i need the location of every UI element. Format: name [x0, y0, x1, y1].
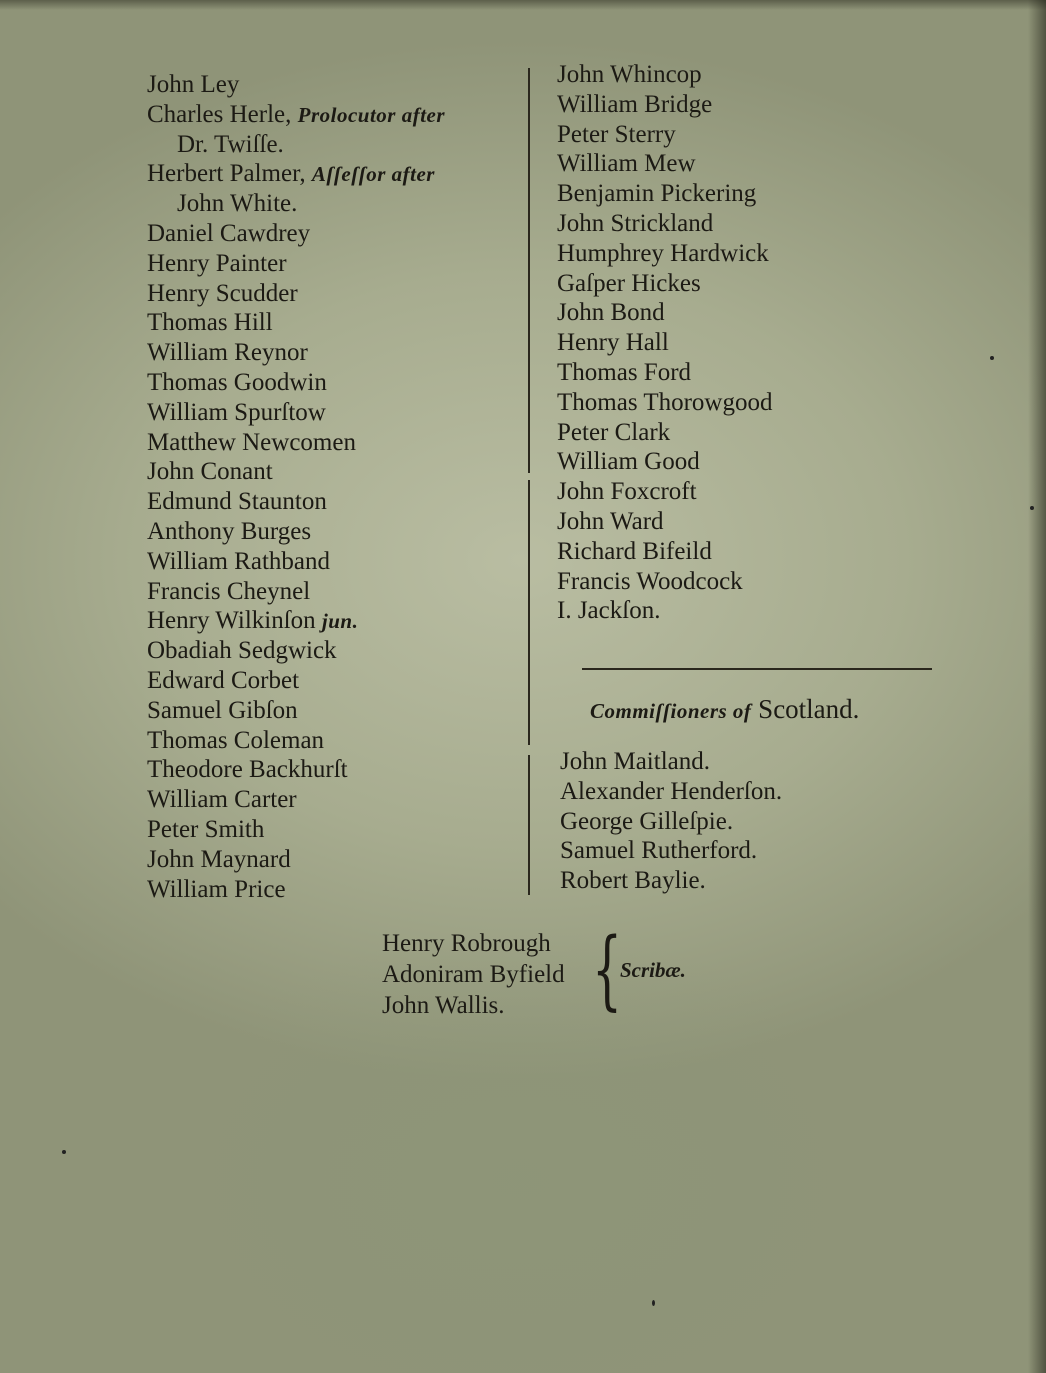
scribes-brace: { — [592, 920, 623, 1020]
name-entry — [147, 70, 517, 100]
person-name: John Ley — [147, 71, 240, 98]
left-name-column — [147, 70, 517, 904]
person-name: John Strickland — [557, 209, 714, 237]
name-entry — [147, 249, 517, 279]
name-entry — [557, 209, 887, 239]
person-name: Henry Painter — [147, 249, 287, 277]
scribe-name: Adoniram Byfield — [382, 961, 565, 988]
name-entry — [147, 666, 517, 696]
person-name: Francis Woodcock — [557, 567, 743, 595]
column-divider-middle — [528, 480, 530, 745]
person-name: Henry Wilkinſon — [147, 607, 316, 635]
name-entry — [147, 755, 517, 785]
name-entry — [147, 279, 517, 309]
scribe-name: Henry Robrough — [382, 930, 551, 957]
person-name: William Bridge — [557, 90, 713, 118]
name-entry — [557, 418, 887, 448]
name-entry — [557, 239, 887, 269]
person-name: Daniel Cawdrey — [147, 219, 311, 247]
ink-speck — [652, 1300, 655, 1306]
name-entry — [557, 269, 887, 299]
person-name: William Carter — [147, 786, 297, 814]
page-top-shadow — [0, 0, 1046, 10]
name-entry — [147, 159, 517, 189]
name-entry — [147, 487, 517, 517]
person-name: I. Jackſon. — [557, 597, 661, 625]
commissioners-heading-italic: Commiſſioners of — [590, 699, 752, 723]
person-name: Thomas Coleman — [147, 726, 325, 754]
person-name: Samuel Gibſon — [147, 696, 298, 724]
name-entry — [147, 636, 517, 666]
person-name: Thomas Ford — [557, 358, 692, 386]
person-name: Henry Hall — [557, 329, 669, 357]
commissioner-name: John Maitland. — [560, 748, 710, 775]
person-name: Herbert Palmer, — [147, 160, 306, 188]
name-entry — [557, 328, 887, 358]
person-name: John Whincop — [557, 61, 702, 88]
name-entry — [557, 90, 887, 120]
person-name: John Bond — [557, 299, 665, 327]
person-name: Peter Smith — [147, 815, 265, 843]
name-entry — [147, 785, 517, 815]
commissioners-heading-roman: Scotland. — [758, 694, 860, 724]
name-entry — [147, 338, 517, 368]
name-entry — [557, 298, 887, 328]
person-name: William Reynor — [147, 339, 308, 367]
person-name: John Conant — [147, 458, 273, 486]
person-name: Matthew Newcomen — [147, 428, 356, 456]
name-entry — [147, 189, 517, 219]
name-entry — [147, 845, 517, 875]
person-name: Thomas Hill — [147, 309, 273, 337]
name-entry — [557, 596, 887, 626]
scribe-name: John Wallis. — [382, 992, 505, 1019]
name-entry — [147, 875, 517, 905]
name-entry — [147, 577, 517, 607]
ink-speck — [990, 356, 994, 360]
person-name: Anthony Burges — [147, 517, 312, 545]
section-rule — [582, 668, 932, 670]
commissioner-name: George Gilleſpie. — [560, 807, 734, 835]
person-name: John White. — [177, 190, 298, 218]
person-name: Obadiah Sedgwick — [147, 637, 337, 665]
role-note: Aſſeſſor after — [311, 162, 435, 187]
ink-speck — [62, 1150, 66, 1154]
name-entry — [147, 726, 517, 756]
name-entry — [147, 696, 517, 726]
role-note: jun. — [321, 609, 359, 634]
name-entry — [147, 428, 517, 458]
ink-speck — [1030, 506, 1034, 510]
person-name: John Maynard — [147, 845, 291, 873]
name-entry — [557, 149, 887, 179]
person-name: Edward Corbet — [147, 666, 300, 694]
person-name: John Foxcroft — [557, 478, 697, 506]
person-name: William Price — [147, 875, 286, 903]
person-name: William Spurſtow — [147, 398, 326, 426]
person-name: Henry Scudder — [147, 279, 298, 307]
person-name: Peter Sterry — [557, 120, 676, 148]
role-note: Prolocutor after — [297, 102, 446, 127]
name-entry — [147, 368, 517, 398]
person-name: William Mew — [557, 150, 696, 178]
name-entry — [557, 477, 887, 507]
name-entry — [557, 60, 887, 90]
person-name: Thomas Goodwin — [147, 368, 327, 396]
person-name: Humphrey Hardwick — [557, 239, 769, 267]
name-entry — [147, 308, 517, 338]
person-name: Richard Bifeild — [557, 537, 712, 565]
name-entry — [557, 179, 887, 209]
name-entry — [557, 567, 887, 597]
name-entry — [147, 219, 517, 249]
name-entry — [147, 517, 517, 547]
name-entry — [557, 358, 887, 388]
name-entry — [557, 388, 887, 418]
person-name: Thomas Thorowgood — [557, 388, 773, 416]
commissioner-name: Robert Baylie. — [560, 867, 706, 895]
person-name: Benjamin Pickering — [557, 180, 757, 208]
name-entry — [147, 606, 517, 636]
person-name: Francis Cheynel — [147, 577, 311, 605]
column-divider-lower — [528, 755, 530, 895]
name-entry — [147, 547, 517, 577]
scribes-list — [382, 928, 565, 1021]
name-entry — [557, 537, 887, 567]
name-entry — [147, 100, 517, 130]
name-entry — [147, 130, 517, 160]
name-entry — [147, 398, 517, 428]
person-name: Theodore Backhurſt — [147, 756, 348, 784]
person-name: Edmund Staunton — [147, 488, 327, 516]
commissioner-name: Samuel Rutherford. — [560, 837, 758, 865]
page-right-shadow — [1028, 0, 1046, 1373]
name-entry — [557, 120, 887, 150]
column-divider-upper — [528, 68, 530, 473]
person-name: Dr. Twiſſe. — [177, 130, 284, 158]
person-name: Charles Herle, — [147, 100, 292, 128]
name-entry — [557, 447, 887, 477]
name-entry — [147, 457, 517, 487]
right-name-column — [557, 60, 887, 626]
person-name: Peter Clark — [557, 418, 671, 446]
person-name: William Good — [557, 448, 700, 476]
person-name: Gaſper Hickes — [557, 269, 701, 297]
commissioners-list — [560, 747, 890, 896]
commissioner-name: Alexander Henderſon. — [560, 777, 783, 805]
person-name: William Rathband — [147, 547, 330, 575]
scribes-label: Scribæ. — [620, 958, 686, 982]
name-entry — [147, 815, 517, 845]
person-name: John Ward — [557, 507, 664, 535]
name-entry — [557, 507, 887, 537]
commissioners-heading — [590, 694, 859, 725]
